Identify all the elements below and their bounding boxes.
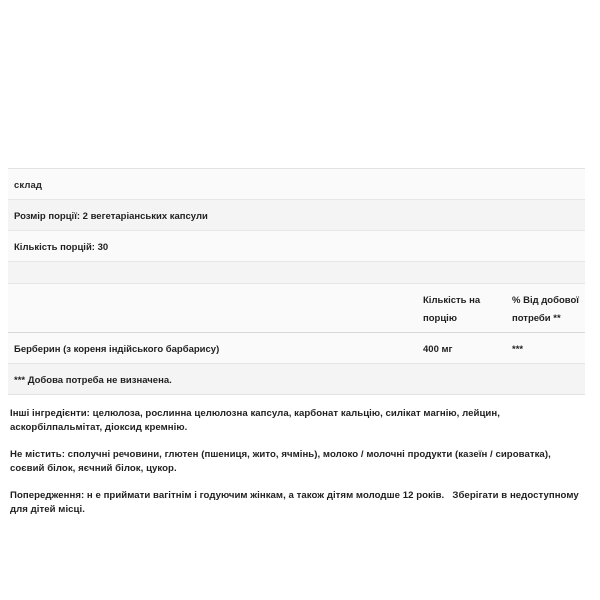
serving-size-cell — [10, 206, 423, 224]
servings-per-container-label: Кількість порцій: 30 — [14, 242, 109, 253]
ingredient-name-cell — [10, 339, 423, 357]
footnote-cell — [10, 370, 423, 388]
ingredient-amount-cell — [423, 339, 512, 357]
column-header-dv-cell — [512, 290, 585, 326]
free-from-paragraph: Не містить: сполучні речовини, глютен (пшениця, жито, ячмінь), молоко / молочні продукти (казеїн / сироватка), соєвий білок, яєчний білок, цукор. — [10, 449, 554, 474]
servings-per-container-cell — [10, 237, 423, 255]
ingredient-dv-cell — [512, 339, 585, 357]
column-header-amount-cell — [423, 290, 512, 326]
table-row — [8, 333, 585, 364]
gap-between-paragraphs-2 — [10, 476, 586, 489]
paragraphs-block — [0, 407, 600, 517]
ingredient-daily-value: *** — [512, 344, 524, 355]
footnote-text: *** Добова потреба не визначена. — [14, 375, 172, 386]
servings-per-container-row — [8, 231, 585, 262]
serving-size-label: Розмір порції: 2 вегетаріанських капсули — [14, 211, 208, 222]
other-ingredients-paragraph: Інші інгредієнти: целюлоза, рослинна целюлозна капсула, карбонат кальцію, силікат магнію, лейцин, аскорбілпальмітат, діоксид кремнію. — [10, 408, 503, 433]
panel-title-row — [8, 169, 585, 200]
warning-paragraph: Попередження: н е приймати вагітнім і годуючим жінкам, а також дітям молодше 12 років. Зберігати в недоступному для дітей місці. — [10, 490, 582, 515]
top-spacer — [0, 0, 600, 168]
ingredient-amount: 400 мг — [423, 344, 453, 355]
gap-between-paragraphs-1 — [10, 435, 586, 448]
column-header-row — [8, 284, 585, 333]
panel-spacer-row-1 — [8, 262, 585, 284]
panel-title-cell — [10, 175, 423, 193]
footnote-row — [8, 364, 585, 394]
serving-size-row — [8, 200, 585, 231]
column-header-amount-per-serving: Кількість на порцію — [423, 295, 481, 324]
ingredient-name: Берберин (з кореня індійського барбарису) — [14, 344, 220, 355]
supplement-facts-panel — [8, 168, 585, 395]
gap-after-panel — [0, 395, 600, 407]
column-header-percent-daily-value: % Від добової потреби ** — [512, 295, 579, 324]
panel-title: склад — [14, 180, 43, 191]
